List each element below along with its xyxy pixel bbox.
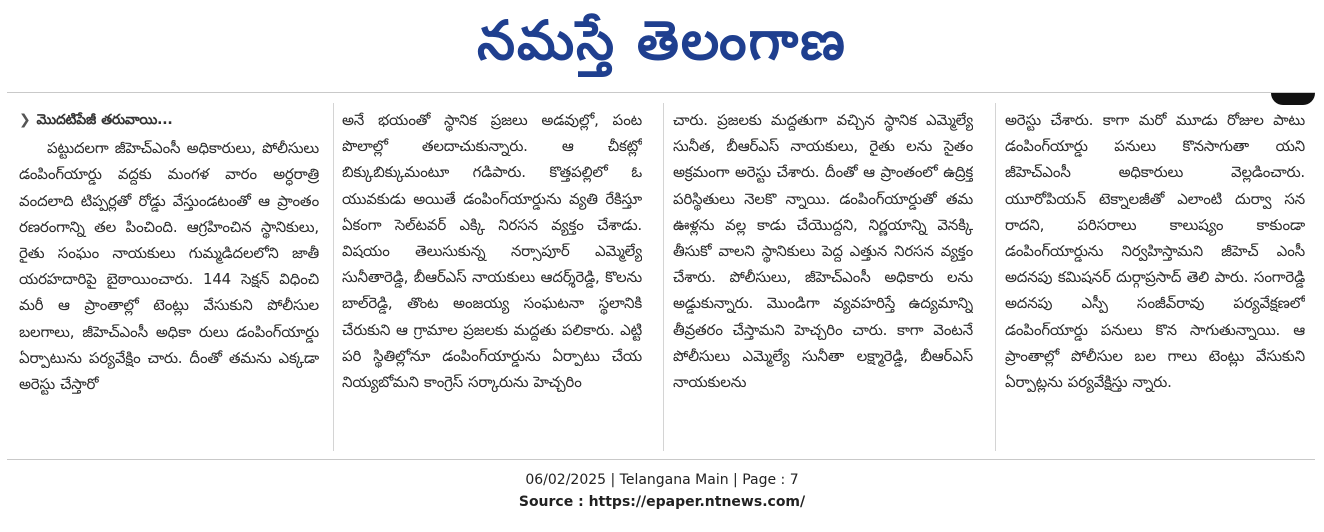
corner-mark: [1271, 93, 1315, 105]
column-text: పట్టుదలగా జీహెచ్‌ఎంసీ అధికారులు, పోలీసులు డంపింగ్‌యార్డు వద్దకు మంగళ వారం అర్ధరాత్రి వందలాది టిప్పర్లతో రోడ్డు వేస్తుండటంతో ఆ ప్రాంతం రణరంగాన్ని తల పించింది. ఆగ్రహించిన స్థానికులు, రైతు సంఘం నాయకులు గుమ్మడిదలలోని జాతీ యరహదారిపై బైఠాయించారు. 144 సెక్షన్ విధించి మరీ ఆ ప్రాంతాల్లో టెంట్లు వేసుకుని పోలీసుల బలగాలు, జీహెచ్‌ఎంసీ అధికా రులు డంపింగ్‌యార్డు ఏర్పాటును పర్యవేక్షిం చారు. దీంతో తమను ఎక్కడా అరెస్టు చేస్తారో: [19, 139, 319, 394]
article-column-3: [673, 107, 973, 452]
column-divider: [333, 103, 334, 451]
column-text: అనే భయంతో స్థానిక ప్రజలు అడవుల్లో, పంట పొలాల్లో తలదాచుకున్నారు. ఆ చీకట్లో బిక్కుబిక్కుమంటూ గడిపారు. కొత్తపల్లిలో ఓ యువకుడు అయితే డంపింగ్‌యార్డును వ్యతి రేకిస్తూ ఏకంగా సెల్‌టవర్ ఎక్కి నిరసన వ్యక్తం చేశాడు. విషయం తెలుసుకున్న నర్సాపూర్ ఎమ్మెల్యే సునీతారెడ్డి, బీఆర్‌ఎస్ నాయకులు ఆదర్శ్‌రెడ్డి, కొలను బాల్‌రెడ్డి, తొంట అంజయ్య సంఘటనా స్థలానికి చేరుకుని ఆ గ్రామాల ప్రజలకు మద్దతు పలికారు. ఎట్టి పరి స్థితిల్లోనూ డంపింగ్‌యార్డును ఏర్పాటు చేయ నియ్యబోమని కాంగ్రెస్ సర్కారును హెచ్చరిం: [342, 111, 642, 392]
column-divider: [663, 103, 664, 451]
masthead: [0, 6, 1324, 76]
article-column-4: [1005, 107, 1305, 452]
article-column-1: [19, 107, 319, 452]
column-text: అరెస్టు చేశారు. కాగా మరో మూడు రోజుల పాటు డంపింగ్‌యార్డు పనులు కొనసాగుతా యని జీహెచ్‌ఎంసీ అధికారులు వెల్లడించారు. యూరోపియన్ టెక్నాలజీతో ఎలాంటి దుర్వా సన రాదని, పరిసరాలు కాలుష్యం కాకుండా డంపింగ్‌యార్డును నిర్వహిస్తామని జీహెచ్ ఎంసీ అదనపు కమిషనర్ దుర్గాప్రసాద్ తెలి పారు. సంగారెడ్డి అదనపు ఎస్పీ సంజీవ్‌రావు పర్యవేక్షణలో డంపింగ్‌యార్డు పనులు కొన సాగుతున్నాయి. ఆ ప్రాంతాల్లో పోలీసుల బల గాలు టెంట్లు వేసుకుని ఏర్పాట్లను పర్యవేక్షిస్తు న్నారు.: [1005, 111, 1305, 392]
column-divider: [995, 103, 996, 451]
article-frame: [7, 92, 1315, 460]
chevron-right-icon: ❯: [19, 112, 31, 128]
masthead-logo: నమస్తే తెలంగాణ: [477, 9, 847, 72]
footer-edition-info: 06/02/2025 | Telangana Main | Page : 7: [525, 472, 799, 488]
article-kicker: [19, 107, 319, 133]
footer-source[interactable]: Source : https://epaper.ntnews.com/: [518, 494, 806, 510]
kicker-text: మొదటిపేజీ తరువాయి...: [36, 112, 173, 128]
column-text: చారు. ప్రజలకు మద్దతుగా వచ్చిన స్థానిక ఎమ్మెల్యే సునీత, బీఆర్‌ఎస్ నాయకులు, రైతు లను సైతం అక్రమంగా అరెస్టు చేశారు. దీంతో ఆ ప్రాంతంలో ఉద్రిక్త పరిస్థితులు నెలకొ న్నాయి. డంపింగ్‌యార్డుతో తమ ఊళ్లను వల్ల కాడు చేయొద్దని, నిర్ణయాన్ని వెనక్కి తీసుకో వాలని స్థానికులు పెద్ద ఎత్తున నిరసన వ్యక్తం చేశారు. పోలీసులు, జీహెచ్‌ఎంసీ అధికారు లను అడ్డుకున్నారు. మొండిగా వ్యవహరిస్తే ఉద్యమాన్ని తీవ్రతరం చేస్తామని హెచ్చరిం చారు. కాగా వెంటనే పోలీసులు ఎమ్మెల్యే సునీతా లక్ష్మారెడ్డి, బీఆర్‌ఎస్ నాయకులను: [673, 111, 973, 392]
article-column-2: [342, 107, 642, 452]
